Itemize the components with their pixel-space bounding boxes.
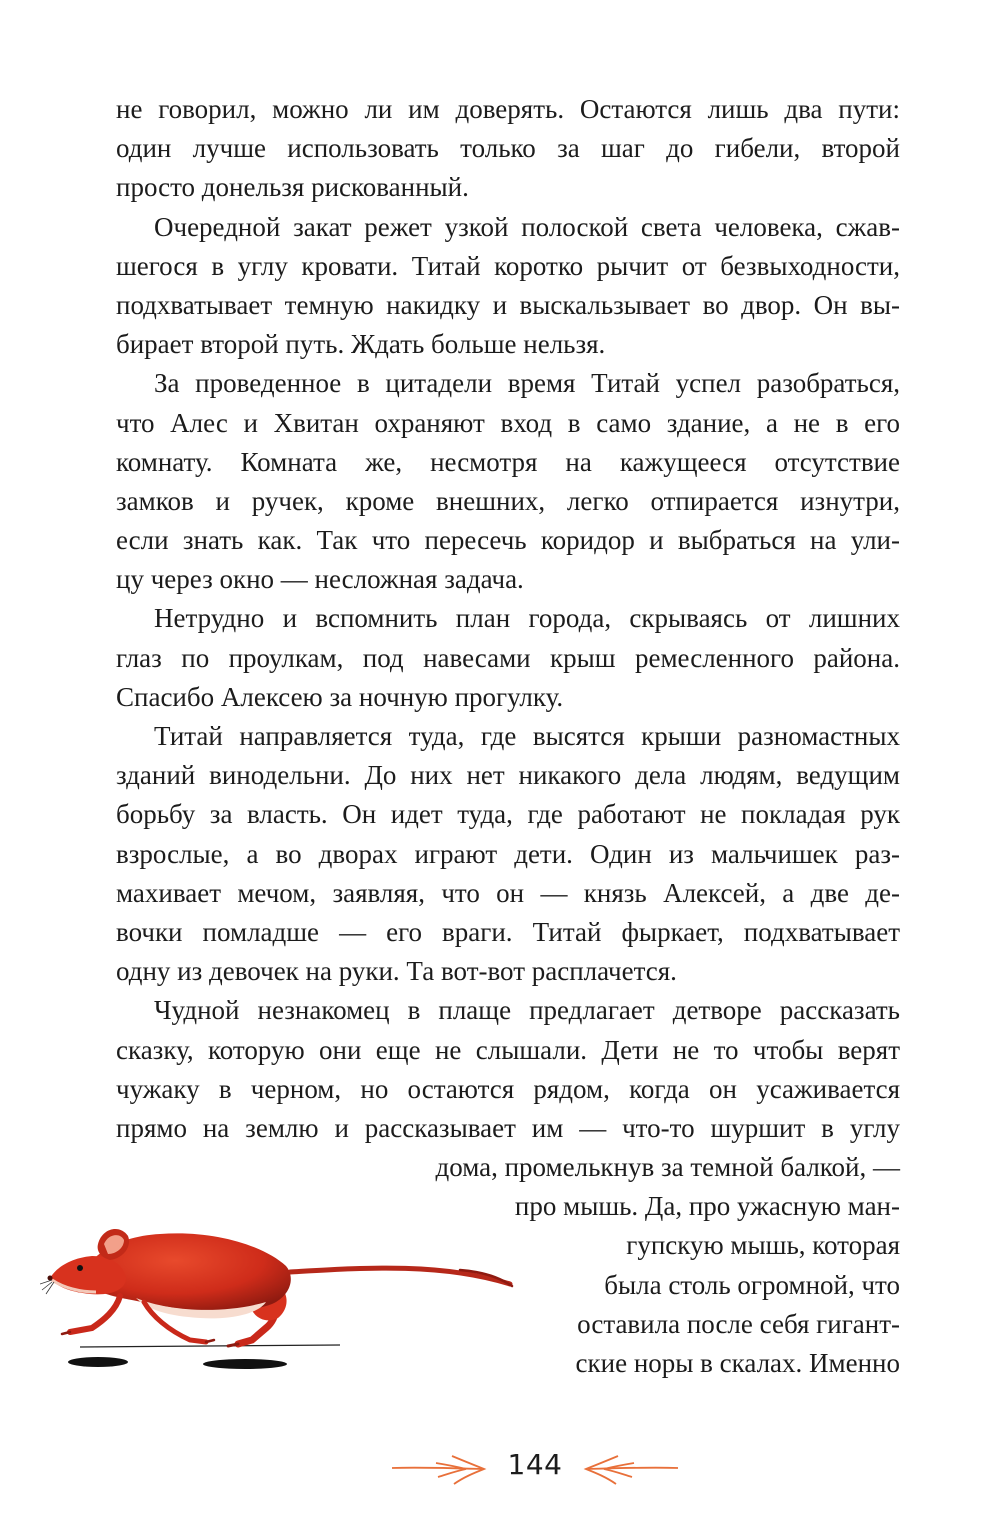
text-line: вочки помладше — его враги. Титай фыркает, подхватывает — [116, 916, 900, 947]
text-line: ские норы в скалах. Именно — [575, 1348, 900, 1378]
text-line: подхватывает темную накидку и выскальзывает во двор. Он вы- — [116, 289, 900, 320]
text-line: была столь огромной, что — [604, 1269, 900, 1300]
body-text — [116, 90, 900, 1383]
text-line: прямо на землю и рассказывает им — что-то шуршит в углу — [116, 1112, 900, 1143]
text-line: Нетрудно и вспомнить план города, скрываясь от лишних — [154, 603, 900, 634]
text-line: дома, промелькнув за темной балкой, — — [435, 1152, 900, 1183]
text-line: Чудной незнакомец в плаще предлагает детворе рассказать — [154, 995, 900, 1026]
mouse-illustration — [40, 1200, 520, 1380]
text-line: про мышь. Да, про ужасную ман- — [514, 1191, 900, 1222]
text-line: сказку, которую они еще не слышали. Дети не то чтобы верят — [116, 1034, 900, 1065]
text-line: зданий винодельни. До них нет никакого дела людям, ведущим — [116, 760, 900, 791]
text-line: оставила после себя гигант- — [577, 1308, 900, 1339]
text-line: махивает мечом, заявляя, что он — князь Алексей, а две де- — [116, 877, 900, 908]
text-line: что Алес и Хвитан охраняют вход в само здание, а не в его — [116, 407, 900, 438]
text-line: чужаку в черном, но остаются рядом, когда он усаживается — [116, 1073, 900, 1104]
text-line: не говорил, можно ли им доверять. Остаются лишь два пути: — [116, 94, 900, 124]
text-line: замков и ручек, кроме внешних, легко отпирается изнутри, — [116, 485, 900, 516]
text-line: шегося в углу кровати. Титай коротко рычит от безвыходности, — [116, 250, 900, 281]
text-line: бирает второй путь. Ждать больше нельзя. — [116, 329, 606, 360]
page-footer — [390, 1444, 680, 1494]
page-number: 144 — [507, 1448, 563, 1481]
text-line: Титай направляется туда, где высятся крыши разномастных — [154, 721, 900, 751]
text-line: просто донельзя рискованный. — [116, 172, 469, 203]
text-line: одну из девочек на руки. Та вот-вот расплачется. — [116, 956, 677, 987]
text-line: Очередной закат режет узкой полоской света человека, сжав- — [154, 211, 900, 242]
arrow-left-icon — [580, 1444, 680, 1494]
text-line: Спасибо Алексею за ночную прогулку. — [116, 681, 564, 712]
text-line: За проведенное в цитадели время Титай успел разобраться, — [154, 368, 900, 399]
text-line: один лучше использовать только за шаг до гибели, второй — [116, 133, 900, 164]
text-line: гупскую мышь, которая — [626, 1230, 900, 1261]
text-line: взрослые, а во дворах играют дети. Один из мальчишек раз- — [116, 838, 900, 869]
text-line: борьбу за власть. Он идет туда, где работают не покладая рук — [116, 799, 900, 830]
text-line: комнату. Комната же, несмотря на кажущееся отсутствие — [116, 446, 900, 477]
text-line: цу через окно — несложная задача. — [116, 564, 524, 595]
text-line: если знать как. Так что пересечь коридор и выбраться на ули- — [116, 525, 900, 556]
text-line: глаз по проулкам, под навесами крыш ремесленного района. — [116, 642, 900, 673]
